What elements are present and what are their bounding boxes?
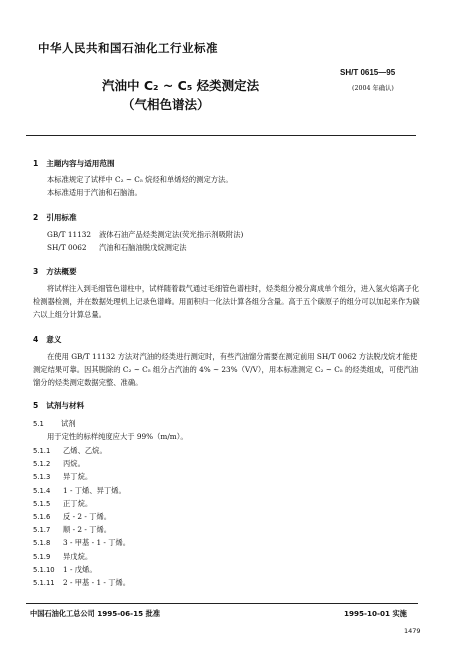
reconfirm-note: (2004 年确认) (352, 85, 394, 92)
item-number: 5.1.7 (33, 526, 51, 535)
list-item (33, 525, 130, 538)
item-number: 5.1.9 (33, 552, 51, 561)
list-item (33, 472, 130, 485)
approval-date: 中国石油化工总公司 1995-06-15 批准 (30, 609, 161, 618)
item-text: 乙烯、乙烷。 (63, 446, 107, 455)
doc-title: 汽油中 C₂ ~ C₅ 烃类测定法 (102, 78, 260, 93)
item-text: 异丁烷。 (63, 472, 93, 482)
item-number: 5.1.4 (33, 486, 51, 495)
subsection-title: 试剂 (61, 419, 76, 428)
list-item (33, 512, 130, 525)
item-number: 5.1.6 (33, 512, 51, 521)
item-number: 5.1.11 (33, 578, 55, 587)
section-2-heading (33, 212, 77, 223)
list-item (33, 446, 130, 459)
item-text: 丙烷。 (63, 459, 85, 469)
section-title: 试剂与材料 (46, 401, 85, 410)
reference-title: 液体石油产品烃类测定法(荧光指示剂吸附法) (99, 230, 244, 239)
list-item (33, 565, 130, 578)
reference-2 (47, 241, 187, 254)
subsection-5-1-desc: 用于定性的标样纯度应大于 99%（m/m）。 (47, 432, 188, 441)
section-number: 1 (33, 159, 39, 168)
list-item (33, 486, 130, 499)
item-number: 5.1.10 (33, 565, 55, 574)
reference-code: GB/T 11132 (47, 230, 92, 239)
header-rule (26, 135, 416, 136)
section-4-para: 在使用 GB/T 11132 方法对汽油的烃类进行测定时，有些汽油馏分需要在测定前用 SH/T 0062 方法脱戊烷才能使测定结果可靠。因其脱除的 C₂ ~ C₅ 组分占汽油的 4% ~ 23%（V/V），用本标准测定 C₂ ~ C₅ 的烃类组成，可使汽油馏分的烃类测定数据完整、准确。 (33, 352, 419, 387)
item-text: 正丁烷。 (63, 498, 93, 508)
org-standard-heading: 中华人民共和国石油化工行业标准 (38, 41, 218, 55)
item-text: 1 - 丁烯、异丁烯。 (63, 485, 126, 495)
section-title: 方法概要 (46, 267, 77, 276)
section-1-para-1: 本标准规定了试样中 C₂ ~ C₅ 烷烃和单烯烃的测定方法。 (47, 175, 233, 184)
item-text: 反 - 2 - 丁烯。 (63, 511, 112, 521)
reference-code: SH/T 0062 (47, 243, 87, 252)
subsection-5-1-heading (33, 417, 76, 431)
item-number: 5.1.8 (33, 539, 51, 548)
subsection-number: 5.1 (33, 420, 44, 428)
item-text: 2 - 甲基 - 1 - 丁烯。 (63, 577, 131, 587)
reference-title: 汽油和石脑油脱戊烷测定法 (99, 243, 187, 252)
item-number: 5.1.3 (33, 473, 51, 482)
item-number: 5.1.1 (33, 447, 51, 455)
list-item (33, 459, 130, 472)
footer-rule (26, 603, 418, 604)
section-3-heading (33, 266, 77, 277)
item-text: 顺 - 2 - 丁烯。 (63, 525, 112, 535)
doc-subtitle: （气相色谱法） (122, 97, 210, 112)
section-number: 4 (33, 335, 39, 344)
section-3-para: 将试样注入到毛细管色谱柱中，试样随着载气通过毛细管色谱柱时，烃类组分被分离成单个组分，进入氢火焰离子化检测器检测，并在数据处理机上记录色谱峰。用面积归一化法计算各组分含量。高于五个碳原子的组分可以加起来作为碳六以上组分计算总量。 (33, 284, 420, 319)
reference-1 (47, 228, 243, 241)
section-title: 引用标准 (46, 213, 77, 222)
item-text: 1 - 戊烯。 (63, 564, 97, 574)
effective-date: 1995-10-01 实施 (344, 609, 407, 618)
section-4-heading (33, 334, 61, 345)
section-title: 主题内容与适用范围 (46, 159, 115, 168)
section-5-heading (33, 400, 84, 411)
section-number: 2 (33, 213, 39, 222)
section-number: 5 (33, 401, 39, 410)
reagent-list (33, 446, 130, 591)
list-item (33, 538, 130, 551)
list-item (33, 499, 130, 512)
item-text: 异戊烷。 (63, 551, 93, 561)
list-item (33, 578, 130, 591)
standard-code: SH/T 0615—95 (340, 68, 396, 77)
section-1-para-2: 本标准适用于汽油和石脑油。 (47, 188, 142, 197)
page-number: 1479 (404, 627, 421, 635)
item-text: 3 - 甲基 - 1 - 丁烯。 (63, 538, 131, 548)
section-number: 3 (33, 267, 39, 276)
item-number: 5.1.5 (33, 499, 51, 508)
section-title: 意义 (46, 335, 62, 344)
section-1-heading (33, 158, 115, 169)
item-number: 5.1.2 (33, 460, 51, 469)
list-item (33, 552, 130, 565)
